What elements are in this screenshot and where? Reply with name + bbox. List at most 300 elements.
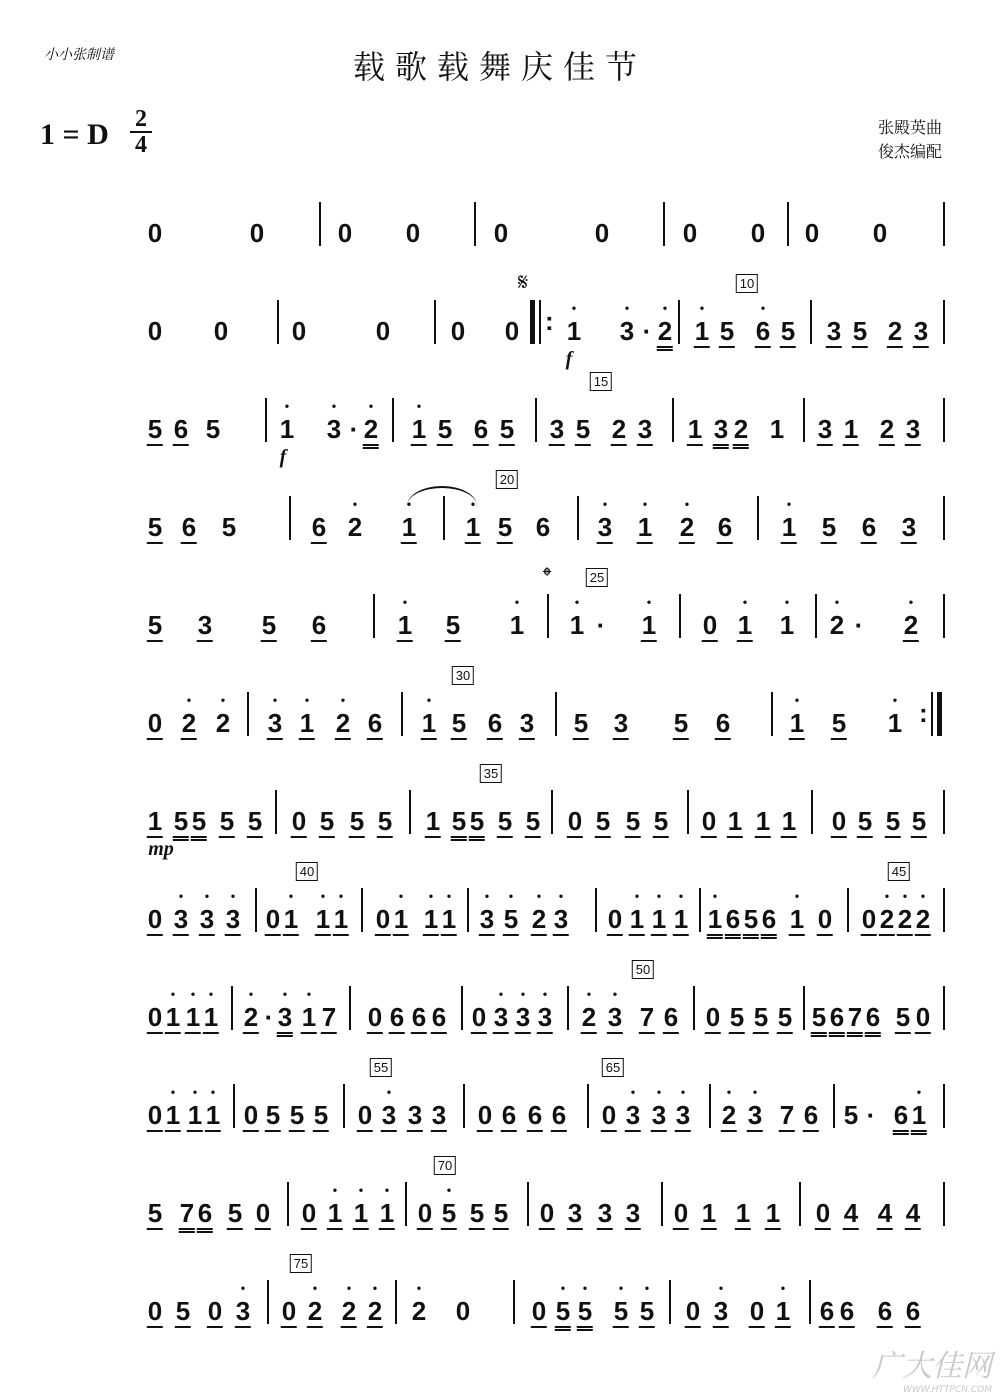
barline [577,496,579,540]
dynamic-marking: f [279,446,287,468]
note: 5 [497,806,513,836]
note: 1 [727,806,743,836]
barline [277,300,279,344]
credits [878,116,942,164]
score-system [147,202,944,262]
measure-number-box: 30 [452,666,474,685]
note: 5 [451,806,467,841]
barline [405,1182,407,1226]
note: 2 [733,414,749,449]
note: 3 [613,708,629,738]
note: 0 [471,1002,487,1032]
barline [555,692,557,736]
barline [687,790,689,834]
note: • 3 [651,1100,667,1132]
note: 0 [357,1100,373,1130]
note: 0 [607,904,623,934]
note: 4 [843,1198,859,1228]
note: • 3 [173,904,189,936]
note: • 1 [411,414,427,446]
note: 0 [750,218,766,248]
barline [709,1084,711,1128]
note: • 5 [503,904,519,936]
barline [771,692,773,736]
barline [275,790,277,834]
barline [467,888,469,932]
note: • 3 [675,1100,691,1132]
note: 3 [826,316,842,346]
note: 0 [249,218,265,248]
barline [943,594,945,638]
note: • 2 [897,904,913,936]
note: 0 [673,1198,689,1228]
note: • 1 [299,708,315,740]
note: • 2 [367,1296,383,1328]
note: 0 [147,1100,163,1130]
note: • 2 [341,1296,357,1328]
note: • 1 [279,414,295,444]
barline [434,300,436,344]
note: 5 [289,1100,305,1130]
note: 0 [291,316,307,346]
note: • 2 [181,708,197,740]
note: 5 [821,512,837,542]
note: 6 [663,1002,679,1032]
note: 1 [781,806,797,836]
note: 6 [411,1002,427,1032]
note: 5 [377,806,393,836]
note: • 1 [637,512,653,544]
note: 0 [705,1002,721,1032]
note: 1 [701,1198,717,1228]
barline [527,1182,529,1226]
note: 0 [147,316,163,346]
barline [943,300,945,344]
note: 0 [477,1100,493,1130]
note: 5 [247,806,263,836]
note: 0 [815,1198,831,1228]
measure-number-box: 25 [586,568,608,587]
note: 6 [535,512,551,542]
note: • 2 [347,512,363,542]
note: 0 [367,1002,383,1032]
note: 0 [375,316,391,346]
note: 5 [191,806,207,841]
time-top: 2 [135,106,147,132]
note: 3 [567,1198,583,1228]
note: 5 [911,806,927,836]
note: 5 [743,904,759,939]
note: 7 [779,1100,795,1130]
dynamic-marking: mp [148,838,174,860]
barline [757,496,759,540]
note: 0 [147,218,163,248]
note: 0 [147,904,163,934]
note: • 1 [629,904,645,936]
note: • 2 [657,316,673,351]
note: 0 [301,1198,317,1228]
barline [409,790,411,834]
barline [255,888,257,932]
note: 5 [221,512,237,542]
score-system [147,962,944,1046]
note: 0 [455,1296,471,1326]
note: 0 [539,1198,555,1228]
note: 1 [755,806,771,836]
note: • 3 [267,708,283,740]
barline [669,1280,671,1324]
score-system: 0 0 0 0 0 0 • 1 • 3 · • 2 • 1 5 • 6 5 3 5 2 3 : 𝄋 f 10 [147,300,944,360]
note: 0 [493,218,509,248]
barline [943,1084,945,1128]
barline [803,986,805,1030]
note: 6 [501,1100,517,1130]
barline [699,888,701,932]
note: 6 [389,1002,405,1032]
barline [461,986,463,1030]
note: · [866,1100,876,1130]
note: 6 [905,1296,921,1326]
note: 6 [367,708,383,738]
note: • 3 [515,1002,531,1034]
note: 5 [729,1002,745,1032]
note: 5 [205,414,221,444]
note: 0 [601,1100,617,1130]
note: 6 [861,512,877,542]
note: 5 [811,1002,827,1037]
note: • 1 [779,610,795,640]
note: • 1 [569,610,585,640]
note: • 3 [607,1002,623,1034]
note: • 3 [277,1002,293,1037]
note: • 1 [775,1296,791,1328]
barline [587,1084,589,1128]
note: 5 [469,1198,485,1228]
note: • 3 [597,512,613,544]
barline [349,986,351,1030]
note: 6 [877,1296,893,1326]
barline [547,594,549,638]
note: 6 [181,512,197,542]
measure-number-box: 55 [370,1058,392,1077]
note: 6 [715,708,731,738]
note: 5 [147,1198,163,1228]
arranger: 俊杰编配 [877,142,942,161]
note: 6 [839,1296,855,1326]
barline [231,986,233,1030]
note: • 1 [641,610,657,642]
note: • 2 [721,1100,737,1132]
note: • 1 [187,1100,203,1132]
score-system [147,472,944,556]
barline [943,398,945,442]
barline [803,398,805,442]
note: 5 [147,414,163,444]
note: 5 [575,414,591,444]
note: • 6 [755,316,771,348]
note: • 1 [694,316,710,348]
note: 5 [437,414,453,444]
note: 5 [625,806,641,836]
score-system: 0 • 2 • 2 • 3 • 1 • 2 6 • 1 5 6 3 5 3 5 6 • 1 5 • 1 : 30 [147,692,944,752]
note: 6 [197,1198,213,1233]
note: 0 [594,218,610,248]
note: 3 [637,414,653,444]
note: • 3 [381,1100,397,1132]
barline [847,888,849,932]
note: • 1 [165,1002,181,1034]
measure-number-box: 50 [632,960,654,979]
barline [373,594,375,638]
note: • 5 [441,1198,457,1230]
note: • 3 [553,904,569,936]
note: • 1 [353,1198,369,1230]
barline [289,496,291,540]
note: 5 [852,316,868,346]
note: • 1 [707,904,723,939]
note: 2 [887,316,903,346]
note: 5 [349,806,365,836]
watermark-sub: WWW.HTTPCN.COM [902,1385,992,1395]
barline [799,1182,801,1226]
note: 5 [265,1100,281,1130]
barline [267,1280,269,1324]
measure-number-box: 65 [602,1058,624,1077]
note: • 1 [651,904,667,936]
note: 0 [817,904,833,934]
note: 3 [913,316,929,346]
note: 0 [701,806,717,836]
note: 0 [281,1296,297,1326]
note: 4 [905,1198,921,1228]
note: • 5 [555,1296,571,1331]
note: 0 [405,218,421,248]
note: • 1 [911,1100,927,1135]
note: 0 [702,610,718,640]
barline [319,202,321,246]
watermark [872,1341,992,1395]
note: • 2 [363,414,379,449]
note: · [854,610,864,640]
note: 1 [425,806,441,836]
note: · [349,414,359,444]
note: 0 [831,806,847,836]
note: 5 [227,1198,243,1228]
note: • 3 [747,1100,763,1132]
note: 1 [765,1198,781,1228]
barline [810,300,812,344]
score-system [147,374,944,468]
note: 0 [291,806,307,836]
note: • 2 [903,610,919,642]
barline [233,1084,235,1128]
measure-number-box: 15 [590,372,612,391]
note: 6 [819,1296,835,1326]
time-bottom: 4 [135,132,147,158]
note: 5 [780,316,796,346]
score-system [147,864,944,948]
note: 5 [445,610,461,640]
note: 5 [525,806,541,836]
note: • 1 [327,1198,343,1230]
note: 6 [717,512,733,542]
dynamic-marking: f [565,348,573,370]
note: 0 [417,1198,433,1228]
barline [943,790,945,834]
note: • 3 [625,1100,641,1132]
barline [815,594,817,638]
note: • 3 [713,1296,729,1328]
note: • 2 [411,1296,427,1326]
composer: 张殿英曲 [877,118,942,137]
note: • 1 [421,708,437,740]
note: • 1 [185,1002,201,1034]
measure-number-box: 70 [434,1156,456,1175]
note: 5 [173,806,189,841]
note: 5 [753,1002,769,1032]
note: 0 [861,904,877,934]
note: 5 [857,806,873,836]
note: 5 [595,806,611,836]
barline [661,1182,663,1226]
note: 3 [407,1100,423,1130]
barline [678,300,680,344]
barline [361,888,363,932]
note: 6 [173,414,189,444]
note: • 3 [326,414,342,444]
note: 0 [504,316,520,346]
note: 3 [519,708,535,738]
note: • 2 [335,708,351,740]
barline [535,398,537,442]
note: 5 [219,806,235,836]
note: · [642,316,652,346]
note: 5 [469,806,485,841]
segno-icon: 𝄋 [517,268,529,296]
note: • 3 [235,1296,251,1328]
note: • 2 [531,904,547,936]
note: 5 [895,1002,911,1032]
watermark-main: 广大佳网 [872,1349,992,1384]
note: 6 [829,1002,845,1037]
note: 6 [487,708,503,738]
note: • 1 [566,316,582,346]
note: 0 [147,708,163,738]
note: 0 [147,1296,163,1326]
note: 0 [872,218,888,248]
note: 6 [803,1100,819,1130]
note: • 2 [679,512,695,544]
note: 5 [261,610,277,640]
barline [287,1182,289,1226]
note: 6 [725,904,741,939]
measure-number-box: 35 [480,764,502,783]
note: 5 [451,708,467,738]
note: 5 [147,610,163,640]
page-title: 载歌载舞庆佳节 [352,48,647,86]
barline [513,1280,515,1324]
note: 0 [450,316,466,346]
note: • 1 [205,1100,221,1132]
note: 7 [639,1002,655,1032]
barline [943,1182,945,1226]
note: • 1 [379,1198,395,1230]
barline [463,1084,465,1128]
barline [595,888,597,932]
note: • 3 [199,904,215,936]
note: 7 [321,1002,337,1032]
note: 0 [749,1296,765,1326]
barline [392,398,394,442]
barline [787,202,789,246]
note: 2 [879,414,895,444]
note: · [264,1002,274,1032]
barline [474,202,476,246]
barline [401,692,403,736]
note: • 5 [577,1296,593,1331]
note: • 1 [301,1002,317,1034]
note: 0 [567,806,583,836]
note: 2 [611,414,627,444]
note: • 1 [509,610,525,640]
note: 5 [175,1296,191,1326]
barline [679,594,681,638]
measure-number-box: 75 [290,1254,312,1273]
note: 1 [687,414,703,444]
barline [551,790,553,834]
note: • 2 [307,1296,323,1328]
note: 5 [843,1100,859,1130]
note: 0 [682,218,698,248]
note: 5 [493,1198,509,1228]
key-signature: 1 = D [40,118,109,151]
note: 3 [549,414,565,444]
note: 6 [473,414,489,444]
note: • 3 [537,1002,553,1034]
note: • 1 [673,904,689,936]
measure-number-box: 20 [496,470,518,489]
barline [943,888,945,932]
note: 5 [673,708,689,738]
barline [943,496,945,540]
note: • 2 [243,1002,259,1034]
note: • 1 [887,708,903,738]
note: • 3 [493,1002,509,1034]
note: • 1 [781,512,797,544]
note: 7 [179,1198,195,1233]
note: 6 [527,1100,543,1130]
measure-number-box: 10 [736,274,758,293]
note: 5 [831,708,847,738]
note: 3 [817,414,833,444]
coda-icon: 𝄌 [542,562,552,590]
note: • 1 [401,512,417,544]
note: 3 [901,512,917,542]
barline [343,1084,345,1128]
note: • 1 [789,708,805,740]
measure-number-box: 45 [888,862,910,881]
note: 4 [877,1198,893,1228]
note: 3 [625,1198,641,1228]
note: · [596,610,606,640]
barline [811,790,813,834]
note: 1 [147,806,163,836]
score-system [147,562,944,654]
note: 3 [431,1100,447,1130]
note: 6 [865,1002,881,1037]
note: 0 [337,218,353,248]
note: 0 [213,316,229,346]
